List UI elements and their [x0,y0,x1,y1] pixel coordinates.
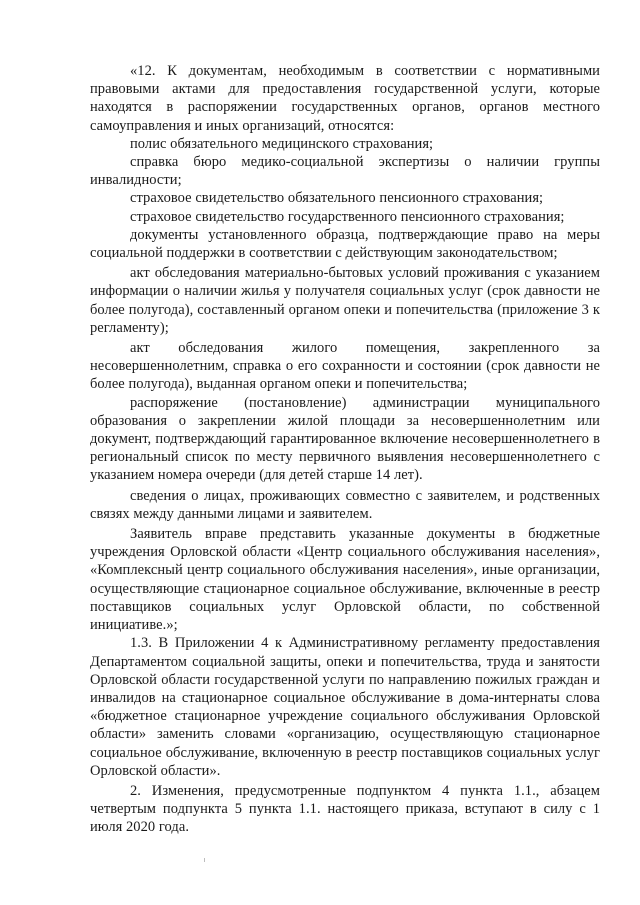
paragraph-living-conditions-act: акт обследования материально-бытовых условий проживания с указанием информации о наличии жилья у получателя социальных услуг (срок давности не более полугода), составленный органом опеки и попечительства (приложение 3 к регламенту); [90,265,600,336]
paragraph-state-pension: страховое свидетельство государственного пенсионного страхования; [130,208,565,225]
paragraph-mandatory-pension: страховое свидетельство обязательного пенсионного страхования; [130,190,544,207]
paragraph-section-2: 2. Изменения, предусмотренные подпунктом 4 пункта 1.1., абзацем четвертым подпункта 5 пункта 1.1. настоящего приказа, вступают в силу с 1 июля 2020 года. [90,782,600,836]
paragraph-section-1-3: 1.3. В Приложении 4 к Административному регламенту предоставления Департаментом социальной защиты, опеки и попечительства, труда и занятости Орловской области государственной услуги по направлению пожилых граждан и инвалидов на стационарное социальное обслуживание в дома-интернаты слова «бюджетное стационарное учреждение социального обслуживания Орловской области» заменить словами «организацию, осуществляющую стационарное социальное обслуживание, включенную в реестр поставщиков социальных услуг Орловской области». [90,635,600,779]
paragraph-disability-certificate: справка бюро медико-социальной экспертизы о наличии группы инвалидности; [90,154,600,189]
paragraph-item-12-intro: «12. К документам, необходимым в соответствии с нормативными правовыми актами для предоставления государственной услуги, которые находятся в распоряжении государственных органов, органов местного самоуправления и иных организаций, относятся: [90,63,600,134]
paragraph-cohabitants-info: сведения о лицах, проживающих совместно с заявителем, и родственных связях между данными лицами и заявителем. [90,487,600,522]
paragraph-medical-insurance: полис обязательного медицинского страхования; [130,135,434,152]
scan-mark [204,858,205,862]
paragraph-housing-inspection-act: акт обследования жилого помещения, закрепленного за несовершеннолетним, справка о его сохранности и состоянии (срок давности не более полугода), выданная органом опеки и попечительства; [90,340,600,393]
paragraph-municipal-order: распоряжение (постановление) администрации муниципального образования о закреплении жилой площади за несовершеннолетним или документ, подтверждающий гарантированное включение несовершеннолетнего в региональный список по месту первичного выявления несовершеннолетнего с указанием номера очереди (для детей старше 14 лет). [90,394,600,484]
document-body [90,62,600,837]
paragraph-social-support-docs: документы установленного образца, подтверждающие право на меры социальной поддержки в соответствии с действующим законодательством; [90,226,600,262]
paragraph-applicant-right: Заявитель вправе представить указанные документы в бюджетные учреждения Орловской области «Центр социального обслуживания населения», «Комплексный центр социального обслуживания населения», иные организации, осуществляющие стационарное социальное обслуживание, включенные в реестр поставщиков социальных услуг Орловской области, по собственной инициативе.»; [90,526,600,634]
